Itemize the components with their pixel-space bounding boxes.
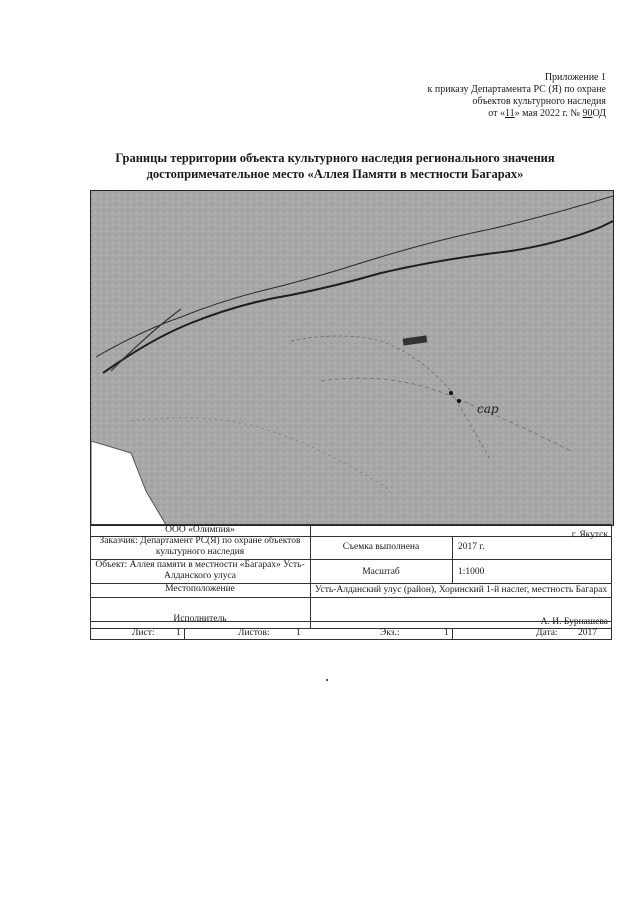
appendix-line-3: объектов культурного наследия xyxy=(472,96,606,107)
customer-info: Заказчик: Департамент РС(Я) по охране объектов культурного наследия xyxy=(99,536,301,557)
city-name: г. Якутск xyxy=(571,530,608,540)
sheet-label: Лист: xyxy=(132,628,155,638)
executor-label: Исполнитель xyxy=(173,614,227,624)
company-name: ООО «Олимпия» xyxy=(165,525,235,535)
scale-label: Масштаб xyxy=(362,567,400,577)
appendix-line-2: к приказу Департамента РС (Я) по охране xyxy=(427,84,606,95)
copy-label: Экз.: xyxy=(380,628,400,638)
copy-value: 1 xyxy=(444,628,449,638)
page-title xyxy=(100,150,570,182)
location-label: Местоположение xyxy=(165,584,235,594)
executor-name: А. И. Бурнашева xyxy=(540,617,608,627)
appendix-line-1: Приложение 1 xyxy=(544,72,606,83)
survey-point xyxy=(449,391,453,395)
survey-label: Съемка выполнена xyxy=(342,542,420,552)
sheets-value: 1 xyxy=(296,628,301,638)
location-value: Усть-Алданский улус (район), Хоринский 1-й наслег, местность Багарах xyxy=(314,585,608,595)
title-block xyxy=(90,524,612,640)
appendix-header xyxy=(428,72,606,120)
map-image xyxy=(91,191,613,525)
object-info: Объект: Аллея памяти в местности «Багарах» Усть-Алданского улуса xyxy=(95,560,305,581)
map-label: сар xyxy=(477,402,499,416)
order-number: 90 xyxy=(582,108,593,119)
date-value: 2017 xyxy=(578,628,597,638)
title-line-2: достопримечательное место «Аллея Памяти в местности Багарах» xyxy=(146,167,524,181)
scan-speck xyxy=(326,679,328,681)
title-line-1: Границы территории объекта культурного наследия регионального значения xyxy=(115,151,555,165)
sheets-label: Листов: xyxy=(238,628,270,638)
date-label: Дата: xyxy=(536,628,558,638)
sheet-value: 1 xyxy=(176,628,181,638)
survey-value: 2017 г. xyxy=(458,542,485,552)
survey-point xyxy=(457,399,461,403)
scale-value: 1:1000 xyxy=(458,567,485,577)
site-map xyxy=(90,190,614,526)
order-day: 11 xyxy=(505,108,515,119)
appendix-order-date: от «11» мая 2022 г. № 90ОД xyxy=(488,108,606,119)
